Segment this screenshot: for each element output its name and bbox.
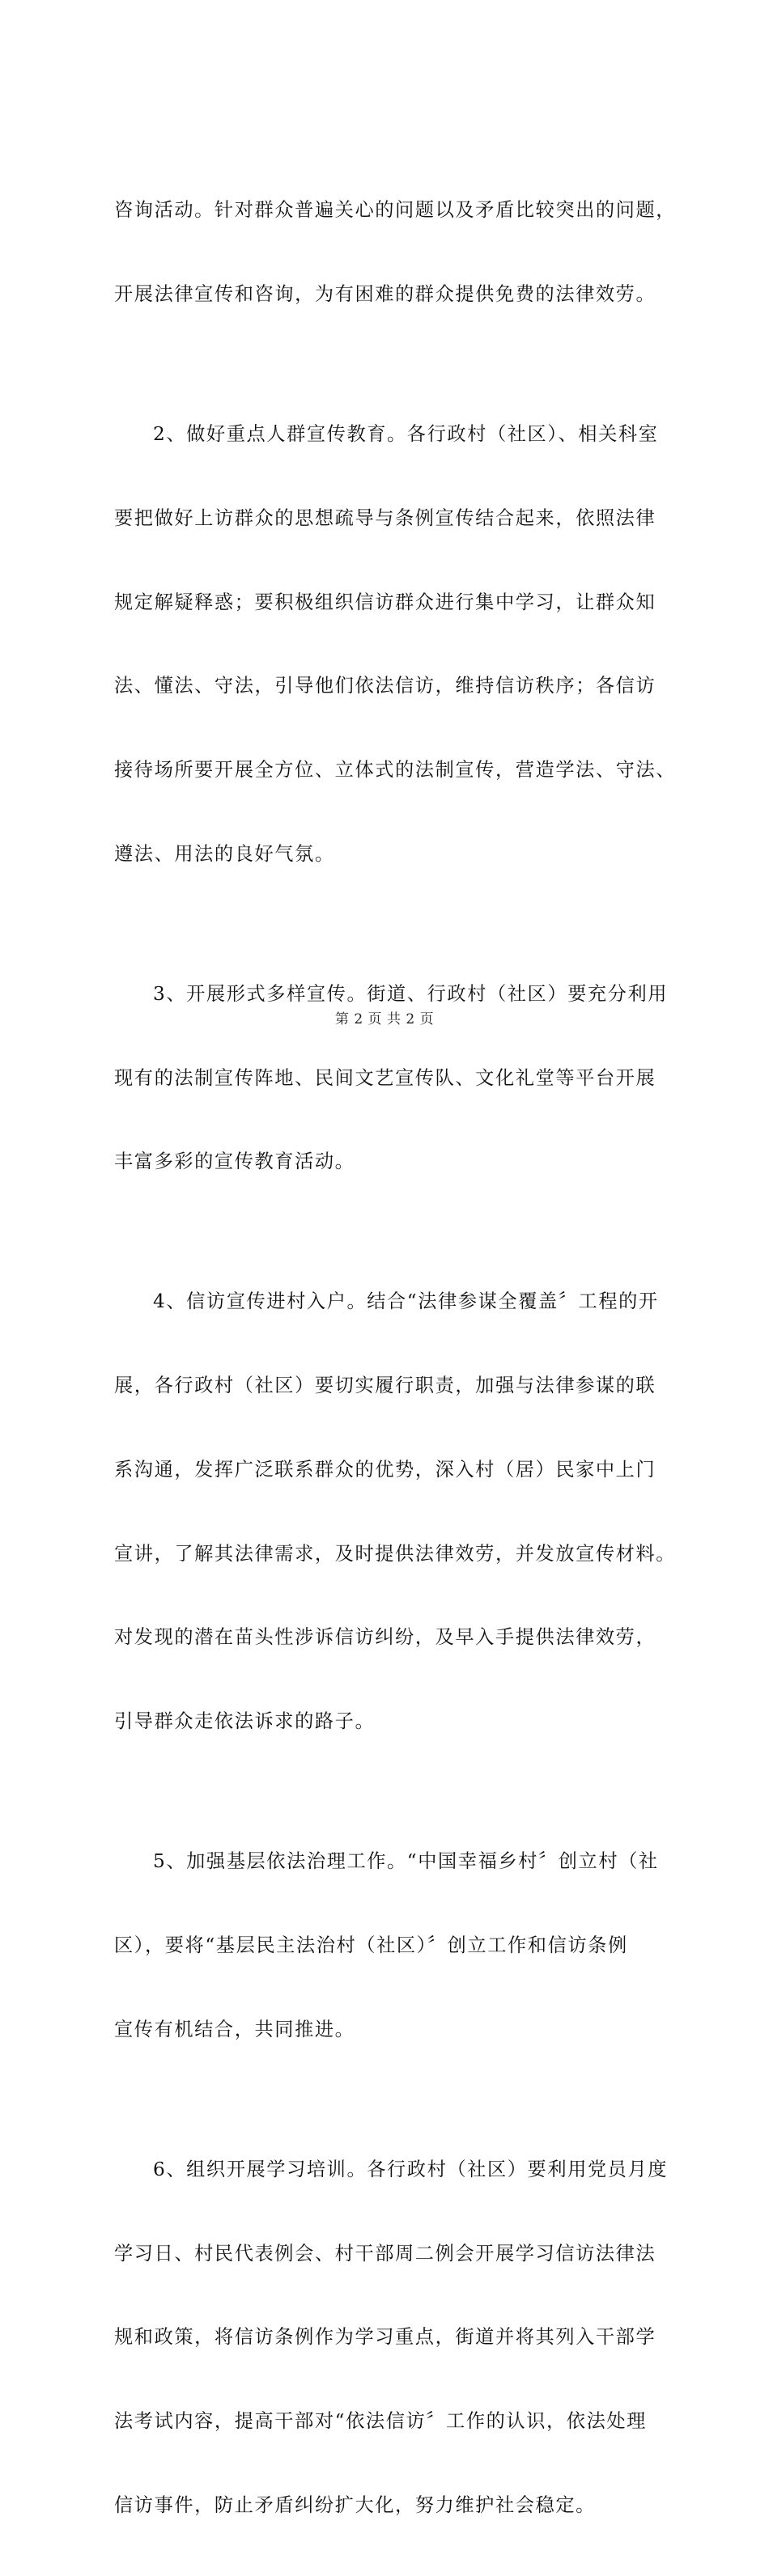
paragraph-item-5 (114, 1792, 695, 2100)
text-line: 规和政策，将信访条例作为学习重点，街道并将其列入干部学 (114, 2326, 656, 2349)
text-line: 宣讲，了解其法律需求，及时提供法律效劳，并发放宣传材料。 (114, 1542, 677, 1565)
text-line: 3、开展形式多样宣传。街道、行政村（社区）要充分利用 (153, 982, 669, 1005)
text-line: 要把做好上访群众的思想疏导与条例宣传结合起来，依照法律 (114, 506, 656, 529)
document-body (114, 141, 695, 2576)
text-line: 法考试内容，提高干部对“依法信访〞工作的认识，依法处理 (114, 2410, 647, 2433)
text-line: 宣传有机结合，共同推进。 (114, 2018, 355, 2040)
text-line: 2、做好重点人群宣传教育。各行政村（社区）、相关科室 (153, 422, 659, 445)
text-line: 6、组织开展学习培训。各行政村（社区）要利用党员月度 (153, 2158, 669, 2180)
text-line: 系沟通，发挥广泛联系群众的优势，深入村（居）民家中上门 (114, 1458, 656, 1481)
paragraph-item-3 (114, 925, 695, 1233)
text-line: 法、懂法、守法，引导他们依法信访，维持信访秩序；各信访 (114, 675, 656, 697)
text-line: 咨询活动。针对群众普遍关心的问题以及矛盾比较突出的问题， (114, 199, 677, 222)
page-number-label: 第 2 页 共 2 页 (334, 1011, 435, 1027)
text-line: 对发现的潜在苗头性涉诉信访纠纷，及早入手提供法律效劳， (114, 1626, 656, 1649)
text-line: 展，各行政村（社区）要切实履行职责，加强与法律参谋的联 (114, 1375, 656, 1397)
text-line: 丰富多彩的宣传教育活动。 (114, 1150, 355, 1173)
text-line: 引导群众走依法诉求的路子。 (114, 1710, 376, 1733)
text-line: 开展法律宣传和咨询，为有困难的群众提供免费的法律效劳。 (114, 282, 656, 305)
text-line: 5、加强基层依法治理工作。“中国幸福乡村〞创立村（社 (153, 1850, 659, 1873)
page-footer (0, 1007, 769, 1027)
paragraph-item-2 (114, 365, 695, 925)
paragraph-item-4 (114, 1232, 695, 1792)
text-line: 信访事件，防止矛盾纠纷扩大化，努力维护社会稳定。 (114, 2493, 596, 2516)
paragraph-intro-continuation (114, 141, 695, 365)
text-line: 接待场所要开展全方位、立体式的法制宣传，营造学法、守法、 (114, 759, 677, 782)
text-line: 现有的法制宣传阵地、民间文艺宣传队、文化礼堂等平台开展 (114, 1066, 656, 1089)
text-line: 学习日、村民代表例会、村干部周二例会开展学习信访法律法 (114, 2242, 656, 2265)
text-line: 遵法、用法的良好气氛。 (114, 842, 335, 865)
text-line: 规定解疑释惑；要积极组织信访群众进行集中学习，让群众知 (114, 591, 656, 613)
text-line: 区），要将“基层民主法治村（社区）〞创立工作和信访条例 (114, 1934, 628, 1956)
text-line: 4、信访宣传进村入户。结合“法律参谋全覆盖〞工程的开 (153, 1290, 659, 1313)
paragraph-item-6 (114, 2100, 695, 2576)
